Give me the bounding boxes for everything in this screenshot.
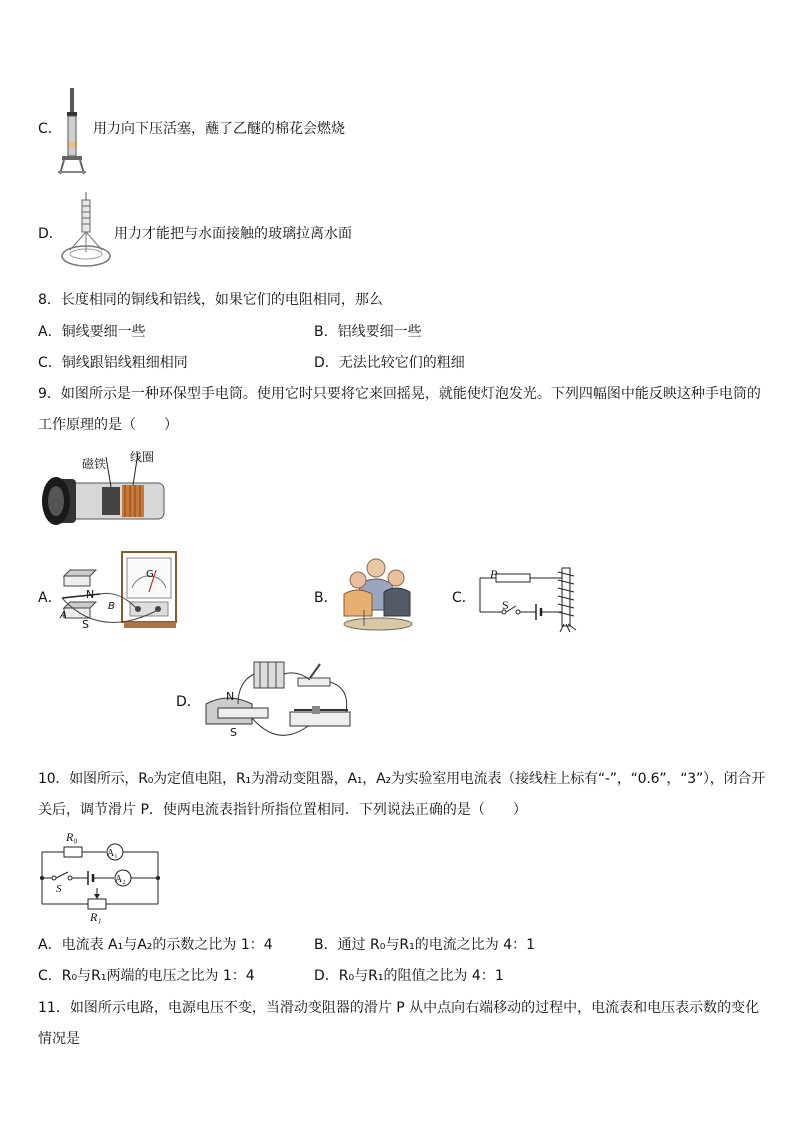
q9-fig-d-n: N bbox=[226, 690, 235, 703]
q11-stem-line2: 情况是 bbox=[38, 1031, 80, 1047]
q10-fig-a1: A₁ bbox=[107, 848, 118, 859]
q9-stem-line1: 9．如图所示是一种环保型手电筒。使用它时只要将它来回摇晃，就能使灯泡发光。下列四幅图中能反映这种手电筒的 bbox=[38, 386, 761, 402]
q9-fig-a-b: B bbox=[108, 601, 115, 612]
q10-option-c: C．R₀与R₁两端的电压之比为 1：4 bbox=[38, 968, 255, 984]
q10-fig-r1: R₁ bbox=[90, 910, 102, 924]
q8-stem: 8．长度相同的铜线和铝线，如果它们的电阻相同，那么 bbox=[38, 292, 383, 308]
q10-stem-line1: 10．如图所示，R₀为定值电阻，R₁为滑动变阻器，A₁，A₂为实验室用电流表（接线柱上标有“-”，“0.6”，“3”），闭合开 bbox=[38, 771, 766, 787]
q7-option-c-letter: C． bbox=[38, 121, 62, 137]
q10-option-a: A．电流表 A₁与A₂的示数之比为 1：4 bbox=[38, 937, 273, 953]
q10-fig-a2: A₂ bbox=[115, 874, 126, 885]
q9-fig-a-n: N bbox=[86, 588, 95, 601]
q8-option-a: A．铜线要细一些 bbox=[38, 324, 146, 340]
q10-option-d: D．R₀与R₁的阻值之比为 4：1 bbox=[314, 968, 504, 984]
q9-option-d-figure bbox=[198, 652, 358, 742]
q7-option-d-letter: D． bbox=[38, 226, 63, 242]
q8-option-d: D．无法比较它们的粗细 bbox=[314, 355, 465, 371]
q10-stem-line2: 关后，调节滑片 P．使两电流表指针所指位置相同．下列说法正确的是（ ） bbox=[38, 802, 527, 818]
q9-fig-d-s: S bbox=[230, 726, 237, 739]
q9-fig-a-g: G bbox=[146, 569, 154, 580]
q9-label-magnet: 磁铁 bbox=[82, 457, 107, 471]
q9-option-a: A． bbox=[38, 590, 62, 606]
q9-option-c: C． bbox=[452, 590, 476, 606]
q8-option-c: C．铜线跟铝线粗细相同 bbox=[38, 355, 188, 371]
q7-option-c-text: 用力向下压活塞，蘸了乙醚的棉花会燃烧 bbox=[93, 121, 345, 137]
q10-option-b: B．通过 R₀与R₁的电流之比为 4：1 bbox=[314, 937, 535, 953]
q9-stem-line2: 工作原理的是（ ） bbox=[38, 417, 178, 433]
q9-fig-c-p: P bbox=[490, 567, 498, 581]
q9-option-b: B． bbox=[314, 590, 338, 606]
q9-option-a-figure bbox=[60, 550, 180, 636]
q9-fig-a-a: A bbox=[60, 610, 67, 621]
q10-fig-r0: R₀ bbox=[66, 830, 78, 844]
q9-fig-c-s: S bbox=[502, 598, 509, 612]
q9-option-b-figure bbox=[338, 554, 420, 634]
q10-fig-s: S bbox=[56, 883, 62, 895]
q9-label-coil: 线圈 bbox=[130, 450, 155, 464]
q8-option-b: B．铝线要细一些 bbox=[314, 324, 422, 340]
q9-fig-a-s: S bbox=[82, 618, 89, 631]
q7-option-d-text: 用力才能把与水面接触的玻璃拉离水面 bbox=[114, 226, 352, 242]
q7-glass-plate-figure bbox=[60, 192, 112, 272]
q7-piston-apparatus-figure bbox=[58, 88, 88, 174]
q11-stem-line1: 11．如图所示电路，电源电压不变，当滑动变阻器的滑片 P 从中点向右端移动的过程中，电流表和电压表示数的变化 bbox=[38, 1000, 760, 1016]
q9-option-d: D． bbox=[176, 694, 201, 710]
